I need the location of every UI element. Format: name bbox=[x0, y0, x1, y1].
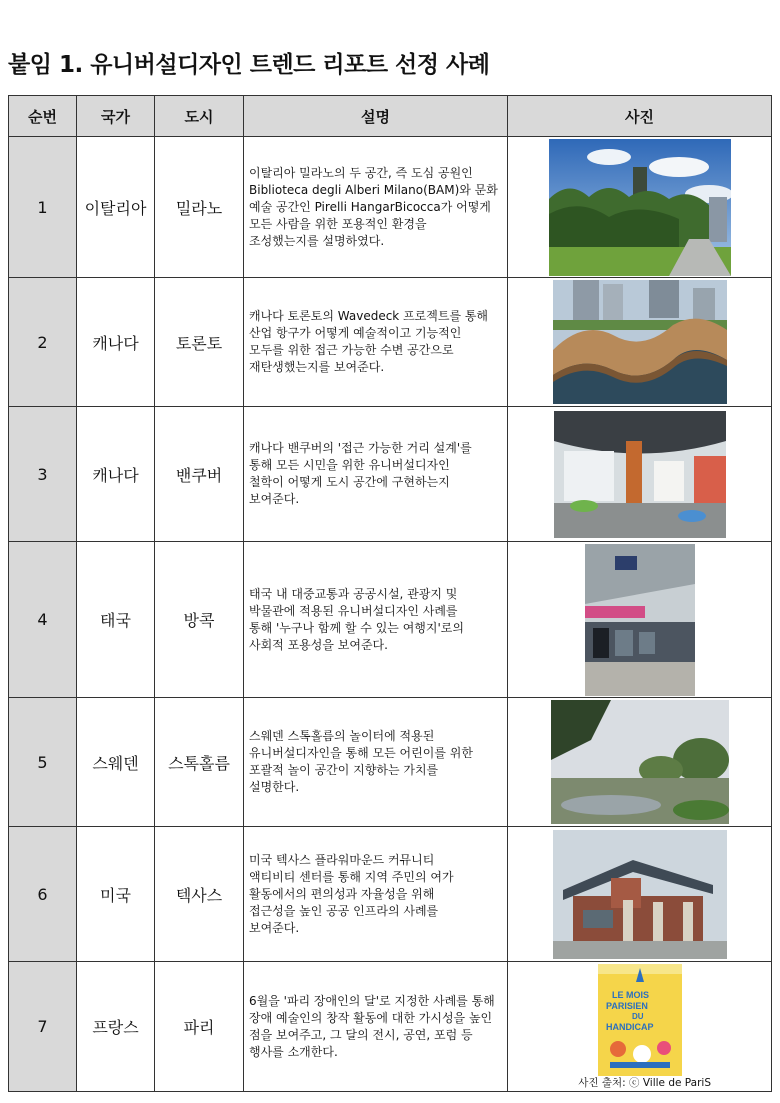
row-number: 7 bbox=[9, 962, 77, 1092]
row-city: 텍사스 bbox=[155, 827, 244, 962]
row-city: 토론토 bbox=[155, 278, 244, 407]
desc-line: 설명한다. bbox=[249, 780, 300, 794]
desc-line: 캐나다 밴쿠버의 '접근 가능한 거리 설계'를 bbox=[249, 441, 472, 455]
poster-line3: DU bbox=[631, 1011, 644, 1021]
desc-line: 예술 공간인 Pirelli HangarBicocca가 어떻게 bbox=[249, 199, 491, 214]
row-number: 2 bbox=[9, 278, 77, 407]
row-number: 4 bbox=[9, 542, 77, 698]
desc-line: 액티비티 센터를 통해 지역 주민의 여가 bbox=[249, 869, 454, 884]
desc-line: 철학이 어떻게 도시 공간에 구현하는지 bbox=[249, 475, 450, 489]
desc-line: 통해 '누구나 함께 할 수 있는 여행지'로의 bbox=[249, 620, 464, 635]
table-row bbox=[9, 698, 772, 827]
row-description bbox=[244, 827, 508, 962]
row-description bbox=[244, 137, 508, 278]
photo-caption: 사진 출처: ⓒ Ville de PariS bbox=[578, 1077, 711, 1089]
header-row bbox=[9, 96, 772, 137]
bangkok-station-photo bbox=[585, 544, 695, 696]
desc-line: 유니버설디자인을 통해 모든 어린이를 위한 bbox=[249, 746, 473, 760]
cases-table bbox=[8, 95, 772, 1092]
desc-line: 스웨덴 스톡홀름의 놀이터에 적용된 bbox=[249, 729, 435, 743]
page-title: 붙임 1. 유니버설디자인 트렌드 리포트 선정 사례 bbox=[8, 52, 490, 78]
row-country: 스웨덴 bbox=[77, 698, 155, 827]
row-number: 3 bbox=[9, 407, 77, 542]
row-number: 6 bbox=[9, 827, 77, 962]
desc-line: 점을 보여주고, 그 달의 전시, 공연, 포럼 등 bbox=[249, 1027, 473, 1042]
row-country: 이탈리아 bbox=[77, 137, 155, 278]
desc-line: 보여준다. bbox=[249, 920, 300, 935]
row-country: 캐나다 bbox=[77, 278, 155, 407]
desc-line: 태국 내 대중교통과 공공시설, 관광지 및 bbox=[249, 586, 458, 601]
row-country: 캐나다 bbox=[77, 407, 155, 542]
desc-line: Biblioteca degli Alberi Milano(BAM)와 문화 bbox=[249, 182, 498, 197]
row-country: 프랑스 bbox=[77, 962, 155, 1092]
header-country: 국가 bbox=[77, 96, 155, 137]
desc-line: 모두를 위한 접근 가능한 수변 공간으로 bbox=[249, 343, 454, 357]
desc-line: 모든 사람을 위한 포용적인 환경을 bbox=[249, 216, 427, 231]
row-city: 밴쿠버 bbox=[155, 407, 244, 542]
table-row bbox=[9, 962, 772, 1092]
desc-line: 재탄생했는지를 보여준다. bbox=[249, 360, 385, 374]
table-row bbox=[9, 137, 772, 278]
table-row bbox=[9, 278, 772, 407]
row-description bbox=[244, 407, 508, 542]
texas-activity-center-photo bbox=[553, 830, 727, 959]
header-description: 설명 bbox=[244, 96, 508, 137]
desc-line: 통해 모든 시민을 위한 유니버설디자인 bbox=[249, 458, 450, 472]
table-row bbox=[9, 542, 772, 698]
desc-line: 캐나다 토론토의 Wavedeck 프로젝트를 통해 bbox=[249, 309, 489, 323]
desc-line: 포괄적 놀이 공간이 지향하는 가치를 bbox=[249, 763, 439, 777]
poster-line1: LE MOIS bbox=[611, 989, 649, 1000]
row-number: 5 bbox=[9, 698, 77, 827]
header-number: 순번 bbox=[9, 96, 77, 137]
row-country: 태국 bbox=[77, 542, 155, 698]
row-description bbox=[244, 278, 508, 407]
desc-line: 산업 항구가 어떻게 예술적이고 기능적인 bbox=[249, 326, 462, 340]
desc-line: 조성했는지를 설명하였다. bbox=[249, 233, 385, 248]
row-photo bbox=[508, 137, 772, 278]
desc-line: 접근성을 높인 공공 인프라의 사례를 bbox=[249, 903, 439, 918]
header-city: 도시 bbox=[155, 96, 244, 137]
row-city: 밀라노 bbox=[155, 137, 244, 278]
row-photo bbox=[508, 278, 772, 407]
row-description bbox=[244, 962, 508, 1092]
row-photo bbox=[508, 542, 772, 698]
desc-line: 행사를 소개한다. bbox=[249, 1044, 338, 1059]
desc-line: 이탈리아 밀라노의 두 공간, 즉 도심 공원인 bbox=[249, 165, 473, 180]
row-photo bbox=[508, 698, 772, 827]
desc-line: 장애 예술인의 창작 활동에 대한 가시성을 높인 bbox=[249, 1010, 493, 1025]
row-photo bbox=[508, 962, 772, 1092]
table-row bbox=[9, 827, 772, 962]
desc-line: 활동에서의 편의성과 자율성을 위해 bbox=[249, 886, 435, 901]
poster-line2: PARISIEN bbox=[605, 1000, 648, 1011]
poster-line4: HANDICAP bbox=[605, 1021, 654, 1032]
desc-line: 사회적 포용성을 보여준다. bbox=[249, 637, 388, 652]
row-city: 파리 bbox=[155, 962, 244, 1092]
paris-handicap-poster bbox=[598, 964, 682, 1076]
row-country: 미국 bbox=[77, 827, 155, 962]
row-photo bbox=[508, 407, 772, 542]
vancouver-library-photo bbox=[554, 411, 726, 538]
row-description bbox=[244, 542, 508, 698]
desc-line: 보여준다. bbox=[249, 492, 300, 506]
row-number: 1 bbox=[9, 137, 77, 278]
milan-park-photo bbox=[549, 139, 731, 276]
desc-line: 6월을 '파리 장애인의 달'로 지정한 사례를 통해 bbox=[249, 993, 495, 1008]
table-row bbox=[9, 407, 772, 542]
row-photo bbox=[508, 827, 772, 962]
desc-line: 박물관에 적용된 유니버설디자인 사례를 bbox=[249, 603, 458, 618]
toronto-wavedeck-photo bbox=[553, 280, 727, 404]
row-city: 방콕 bbox=[155, 542, 244, 698]
row-description bbox=[244, 698, 508, 827]
desc-line: 미국 텍사스 플라워마운드 커뮤니티 bbox=[249, 852, 435, 867]
stockholm-playground-photo bbox=[551, 700, 729, 824]
header-photo: 사진 bbox=[508, 96, 772, 137]
row-city: 스톡홀름 bbox=[155, 698, 244, 827]
